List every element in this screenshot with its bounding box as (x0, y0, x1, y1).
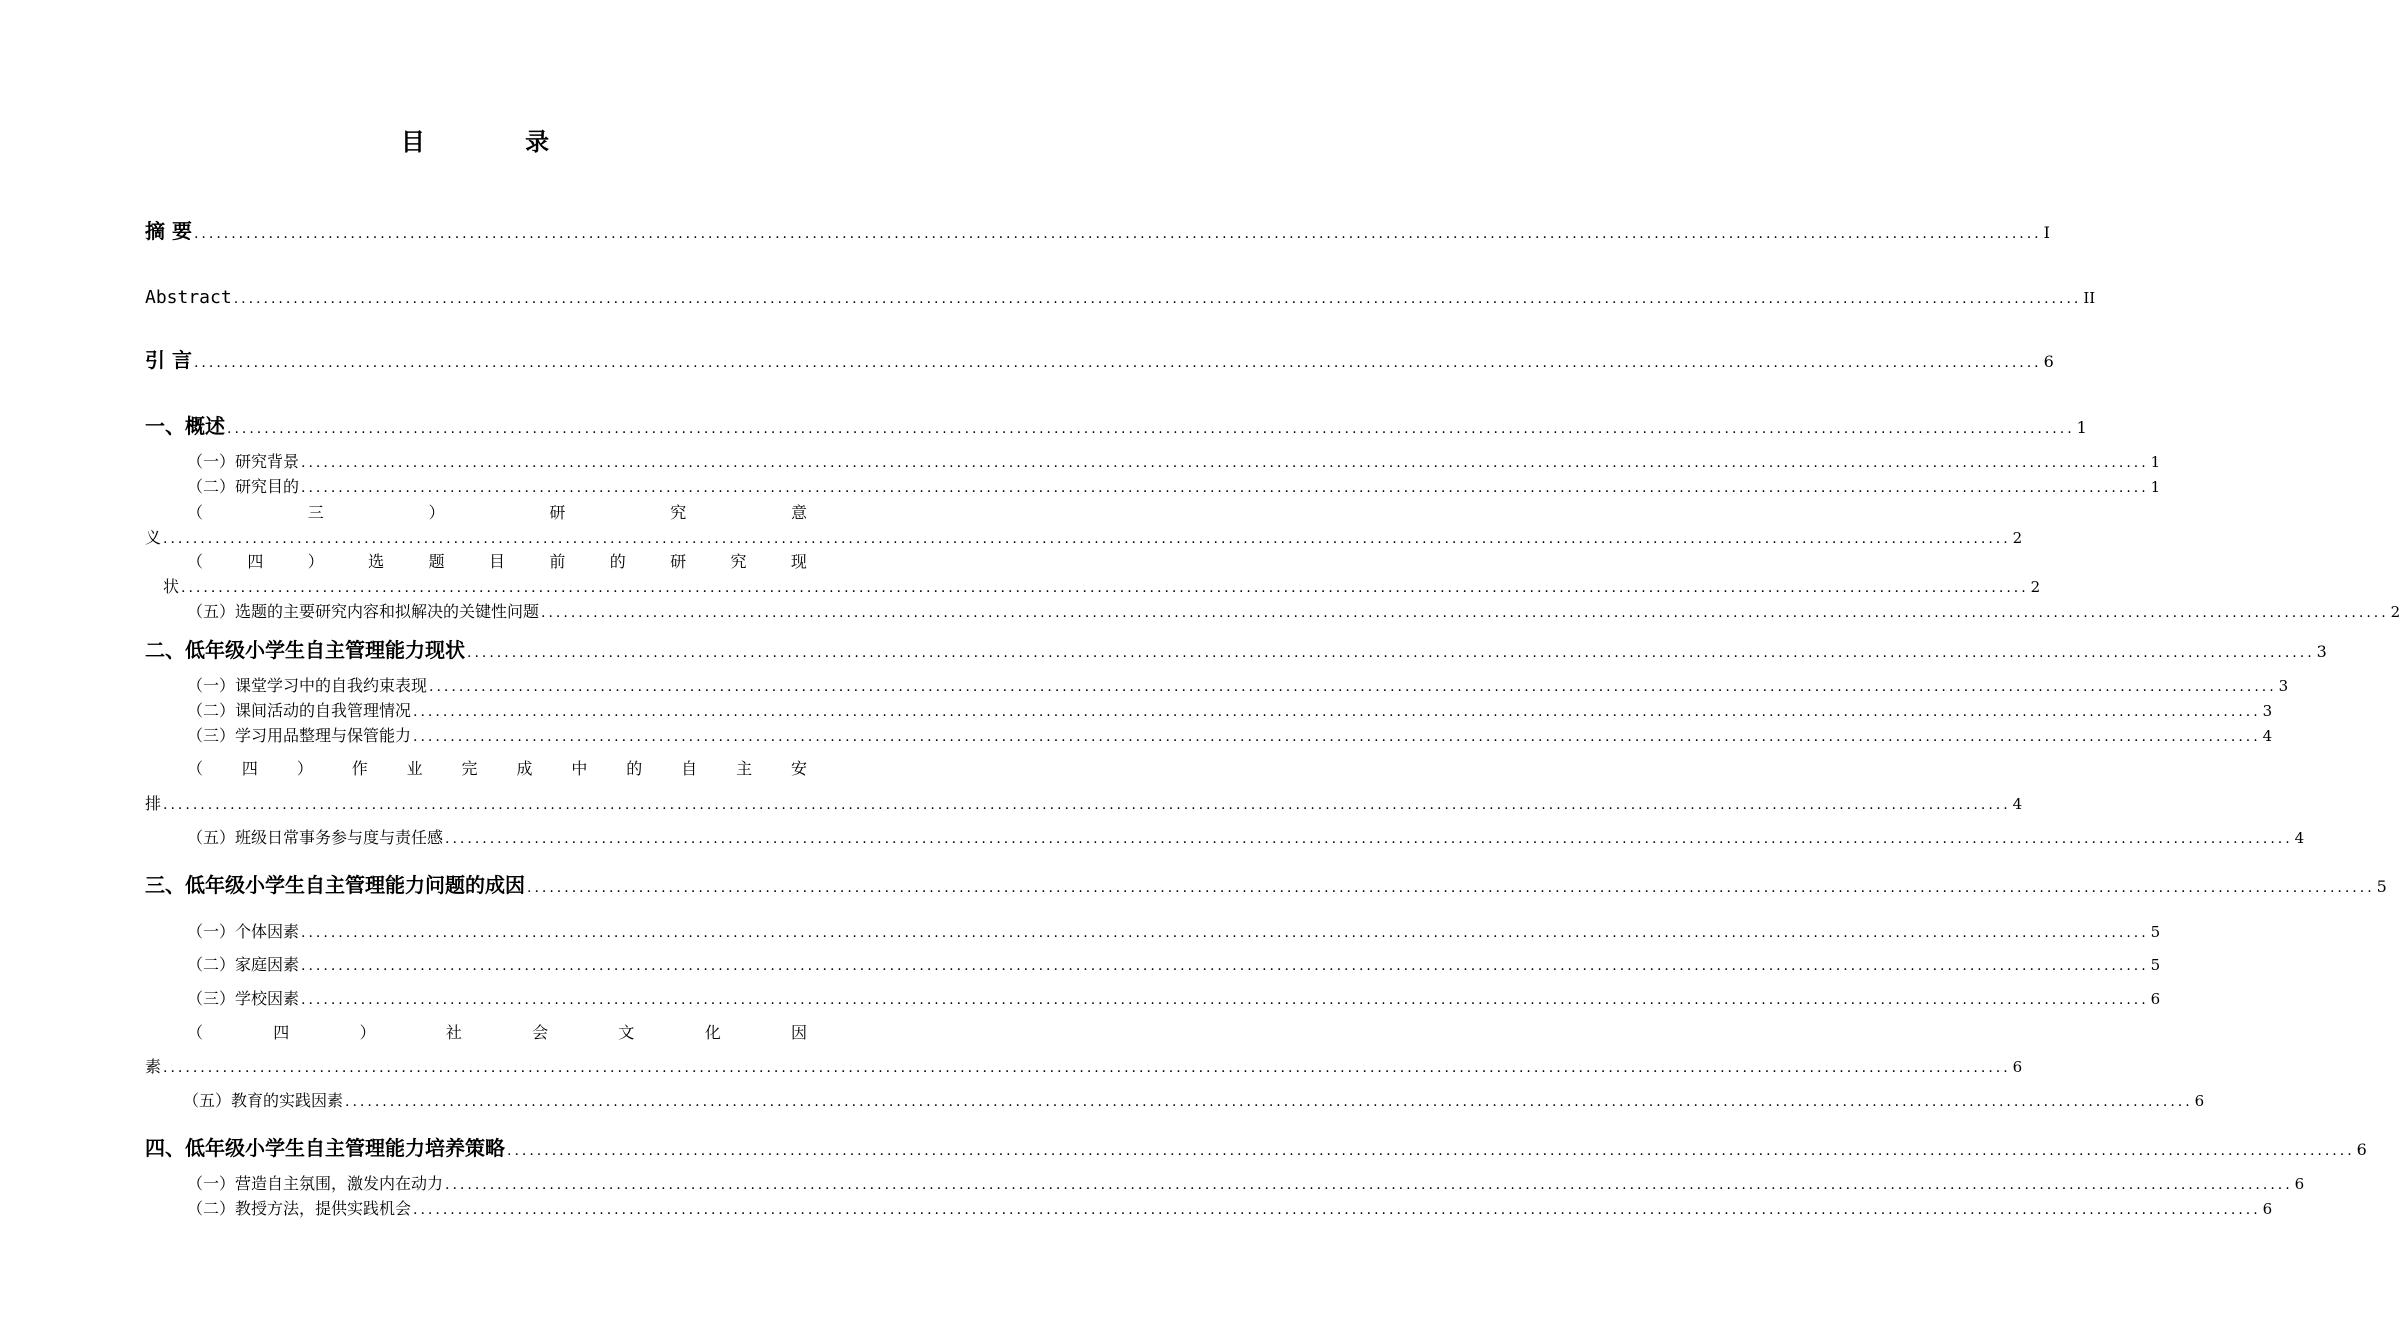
toc-char: 目 (488, 552, 505, 571)
toc-page-number: 3 (2278, 677, 2289, 695)
toc-label: Abstract (145, 287, 232, 308)
toc-char: ） (428, 503, 445, 522)
toc-label: 状 (163, 577, 180, 596)
toc-entry-introduction[interactable] (145, 347, 2054, 373)
toc-label: （二）家庭因素 (187, 955, 300, 974)
toc-label: （一）个体因素 (187, 922, 300, 941)
toc-leader-dots: ........................................................................................................................................................................................................................................................ (301, 958, 2149, 974)
toc-char: 社 (445, 1023, 462, 1042)
toc-leader-dots: ........................................................................................................................................................................................................................................................ (301, 480, 2149, 496)
toc-leader-dots: ........................................................................................................................................................................................................................................................ (445, 1177, 2293, 1193)
toc-char: ） (296, 759, 313, 778)
toc-leader-dots: ........................................................................................................................................................................................................................................................ (227, 421, 2075, 437)
toc-entry-section-2-1[interactable] (187, 673, 2289, 699)
toc-label: （二）课间活动的自我管理情况 (187, 701, 412, 720)
toc-char: 的 (609, 552, 626, 571)
toc-char: 究 (730, 552, 747, 571)
toc-char: 四 (247, 552, 264, 571)
toc-page-number: 6 (2043, 352, 2054, 371)
toc-label: （五）选题的主要研究内容和拟解决的关键性问题 (187, 602, 540, 621)
toc-entry-section-4-2[interactable] (187, 1196, 2273, 1222)
toc-page-number: 1 (2150, 478, 2161, 496)
toc-entry-section-3-3[interactable] (187, 986, 2161, 1012)
toc-leader-dots: ........................................................................................................................................................................................................................................................ (163, 1060, 2011, 1076)
toc-label: （三）学校因素 (187, 989, 300, 1008)
toc-label: （一）营造自主氛围，激发内在动力 (187, 1174, 444, 1193)
toc-char: 中 (571, 759, 588, 778)
toc-label: 二、低年级小学生自主管理能力现状 (145, 638, 465, 662)
toc-label: （二）研究目的 (187, 477, 300, 496)
toc-leader-dots: ........................................................................................................................................................................................................................................................ (233, 291, 2082, 307)
toc-entry-section-1-1[interactable] (187, 449, 2161, 475)
toc-page-number: 4 (2294, 829, 2305, 847)
toc-char: 的 (626, 759, 643, 778)
toc-char: 研 (670, 552, 687, 571)
toc-page-number: 2 (2390, 603, 2400, 621)
toc-label: （三）学习用品整理与保管能力 (187, 726, 412, 745)
toc-entry-section-3-4-line1[interactable] (187, 1020, 807, 1046)
toc-leader-dots: ........................................................................................................................................................................................................................................................ (467, 645, 2315, 661)
toc-char: 题 (428, 552, 445, 571)
toc-leader-dots: ........................................................................................................................................................................................................................................................ (345, 1094, 2193, 1110)
toc-entry-section-1-3-line1[interactable] (187, 500, 807, 526)
toc-entry-section-2-5[interactable] (187, 825, 2305, 851)
toc-leader-dots: ........................................................................................................................................................................................................................................................ (301, 992, 2149, 1008)
toc-entry-section-2-2[interactable] (187, 698, 2273, 724)
toc-label: 引 言 (145, 348, 192, 372)
toc-char: 自 (681, 759, 698, 778)
toc-char: 前 (549, 552, 566, 571)
toc-page-number: 3 (2262, 702, 2273, 720)
toc-label: （一）研究背景 (187, 452, 300, 471)
toc-entry-section-2-3[interactable] (187, 723, 2273, 749)
toc-page-number: 4 (2262, 727, 2273, 745)
toc-char: 成 (516, 759, 533, 778)
toc-leader-dots: ........................................................................................................................................................................................................................................................ (193, 355, 2042, 371)
toc-leader-dots: ........................................................................................................................................................................................................................................................ (445, 831, 2293, 847)
toc-page-number: 5 (2376, 877, 2387, 896)
toc-page-number: 5 (2150, 923, 2161, 941)
toc-char: ） (307, 552, 324, 571)
toc-page-number: II (2083, 289, 2096, 307)
toc-page-number: 2 (2012, 529, 2023, 547)
toc-page-number: 1 (2150, 453, 2161, 471)
toc-leader-dots: ........................................................................................................................................................................................................................................................ (429, 679, 2277, 695)
toc-char: 因 (790, 1023, 807, 1042)
toc-char: 研 (549, 503, 566, 522)
toc-leader-dots: ........................................................................................................................................................................................................................................................ (193, 226, 2042, 242)
toc-char: 三 (307, 503, 324, 522)
toc-label: 三、低年级小学生自主管理能力问题的成因 (145, 873, 525, 897)
toc-entry-section-3[interactable] (145, 872, 2387, 898)
toc-char: 意 (790, 503, 807, 522)
toc-entry-section-4-1[interactable] (187, 1171, 2305, 1197)
toc-entry-abstract-en[interactable] (145, 285, 2096, 311)
toc-leader-dots: ........................................................................................................................................................................................................................................................ (163, 531, 2011, 547)
toc-leader-dots: ........................................................................................................................................................................................................................................................ (301, 455, 2149, 471)
toc-page-number: 6 (2012, 1058, 2023, 1076)
toc-label: 四、低年级小学生自主管理能力培养策略 (145, 1136, 505, 1160)
toc-entry-section-3-4-line2[interactable] (145, 1054, 2023, 1080)
toc-leader-dots: ........................................................................................................................................................................................................................................................ (507, 1143, 2355, 1159)
toc-label: 义 (145, 528, 162, 547)
toc-entry-section-4[interactable] (145, 1135, 2367, 1161)
toc-entry-section-1-2[interactable] (187, 474, 2161, 500)
toc-page-number: 1 (2076, 418, 2087, 437)
toc-leader-dots: ........................................................................................................................................................................................................................................................ (163, 797, 2011, 813)
toc-char: 主 (736, 759, 753, 778)
toc-entry-section-1-3-line2[interactable] (145, 525, 2023, 551)
toc-char: 会 (532, 1023, 549, 1042)
toc-char: 现 (790, 552, 807, 571)
toc-page-number: 3 (2316, 642, 2327, 661)
toc-char: 四 (273, 1023, 290, 1042)
toc-entry-section-2[interactable] (145, 637, 2327, 663)
toc-title: 目 录 (400, 128, 596, 156)
toc-leader-dots: ........................................................................................................................................................................................................................................................ (413, 704, 2261, 720)
toc-char: 究 (670, 503, 687, 522)
toc-char: 四 (241, 759, 258, 778)
toc-leader-dots: ........................................................................................................................................................................................................................................................ (181, 580, 2029, 596)
toc-label: （二）教授方法，提供实践机会 (187, 1199, 412, 1218)
toc-char: 文 (618, 1023, 635, 1042)
toc-page-number: 4 (2012, 795, 2023, 813)
toc-char: 化 (704, 1023, 721, 1042)
toc-label: 一、概述 (145, 414, 225, 438)
toc-page-number: 6 (2294, 1175, 2305, 1193)
toc-entry-section-1-5[interactable] (187, 599, 2400, 625)
toc-page-number: I (2043, 223, 2050, 242)
toc-label: （五）班级日常事务参与度与责任感 (187, 828, 444, 847)
toc-entry-section-2-4-line1[interactable] (187, 756, 807, 782)
toc-label: （一）课堂学习中的自我约束表现 (187, 676, 428, 695)
toc-entry-section-2-4-line2[interactable] (145, 791, 2023, 817)
toc-leader-dots: ........................................................................................................................................................................................................................................................ (541, 605, 2389, 621)
toc-entry-section-3-1[interactable] (187, 919, 2161, 945)
toc-leader-dots: ........................................................................................................................................................................................................................................................ (413, 729, 2261, 745)
toc-char: ） (359, 1023, 376, 1042)
toc-label: （五）教育的实践因素 (183, 1091, 344, 1110)
toc-leader-dots: ........................................................................................................................................................................................................................................................ (527, 880, 2375, 896)
toc-page-number: 6 (2356, 1140, 2367, 1159)
toc-entry-section-1-4-line2[interactable] (163, 574, 2041, 600)
toc-label: 摘 要 (145, 219, 192, 243)
toc-char: 完 (461, 759, 478, 778)
toc-entry-abstract-cn[interactable] (145, 218, 2050, 244)
toc-entry-section-3-5[interactable] (183, 1088, 2205, 1114)
toc-leader-dots: ........................................................................................................................................................................................................................................................ (413, 1202, 2261, 1218)
toc-page-number: 6 (2194, 1092, 2205, 1110)
toc-page-number: 5 (2150, 956, 2161, 974)
toc-entry-section-1[interactable] (145, 413, 2087, 439)
toc-char: （ (187, 552, 204, 571)
toc-label: 素 (145, 1057, 162, 1076)
toc-char: （ (187, 759, 204, 778)
toc-char: （ (187, 1023, 204, 1042)
toc-entry-section-3-2[interactable] (187, 952, 2161, 978)
toc-page-number: 6 (2262, 1200, 2273, 1218)
toc-char: （ (187, 503, 204, 522)
toc-label: 排 (145, 794, 162, 813)
toc-char: 作 (351, 759, 368, 778)
toc-char: 业 (406, 759, 423, 778)
toc-page-number: 6 (2150, 990, 2161, 1008)
toc-char: 安 (790, 759, 807, 778)
toc-entry-section-1-4-line1[interactable] (187, 549, 807, 575)
toc-char: 选 (368, 552, 385, 571)
toc-leader-dots: ........................................................................................................................................................................................................................................................ (301, 925, 2149, 941)
toc-page-number: 2 (2030, 578, 2041, 596)
